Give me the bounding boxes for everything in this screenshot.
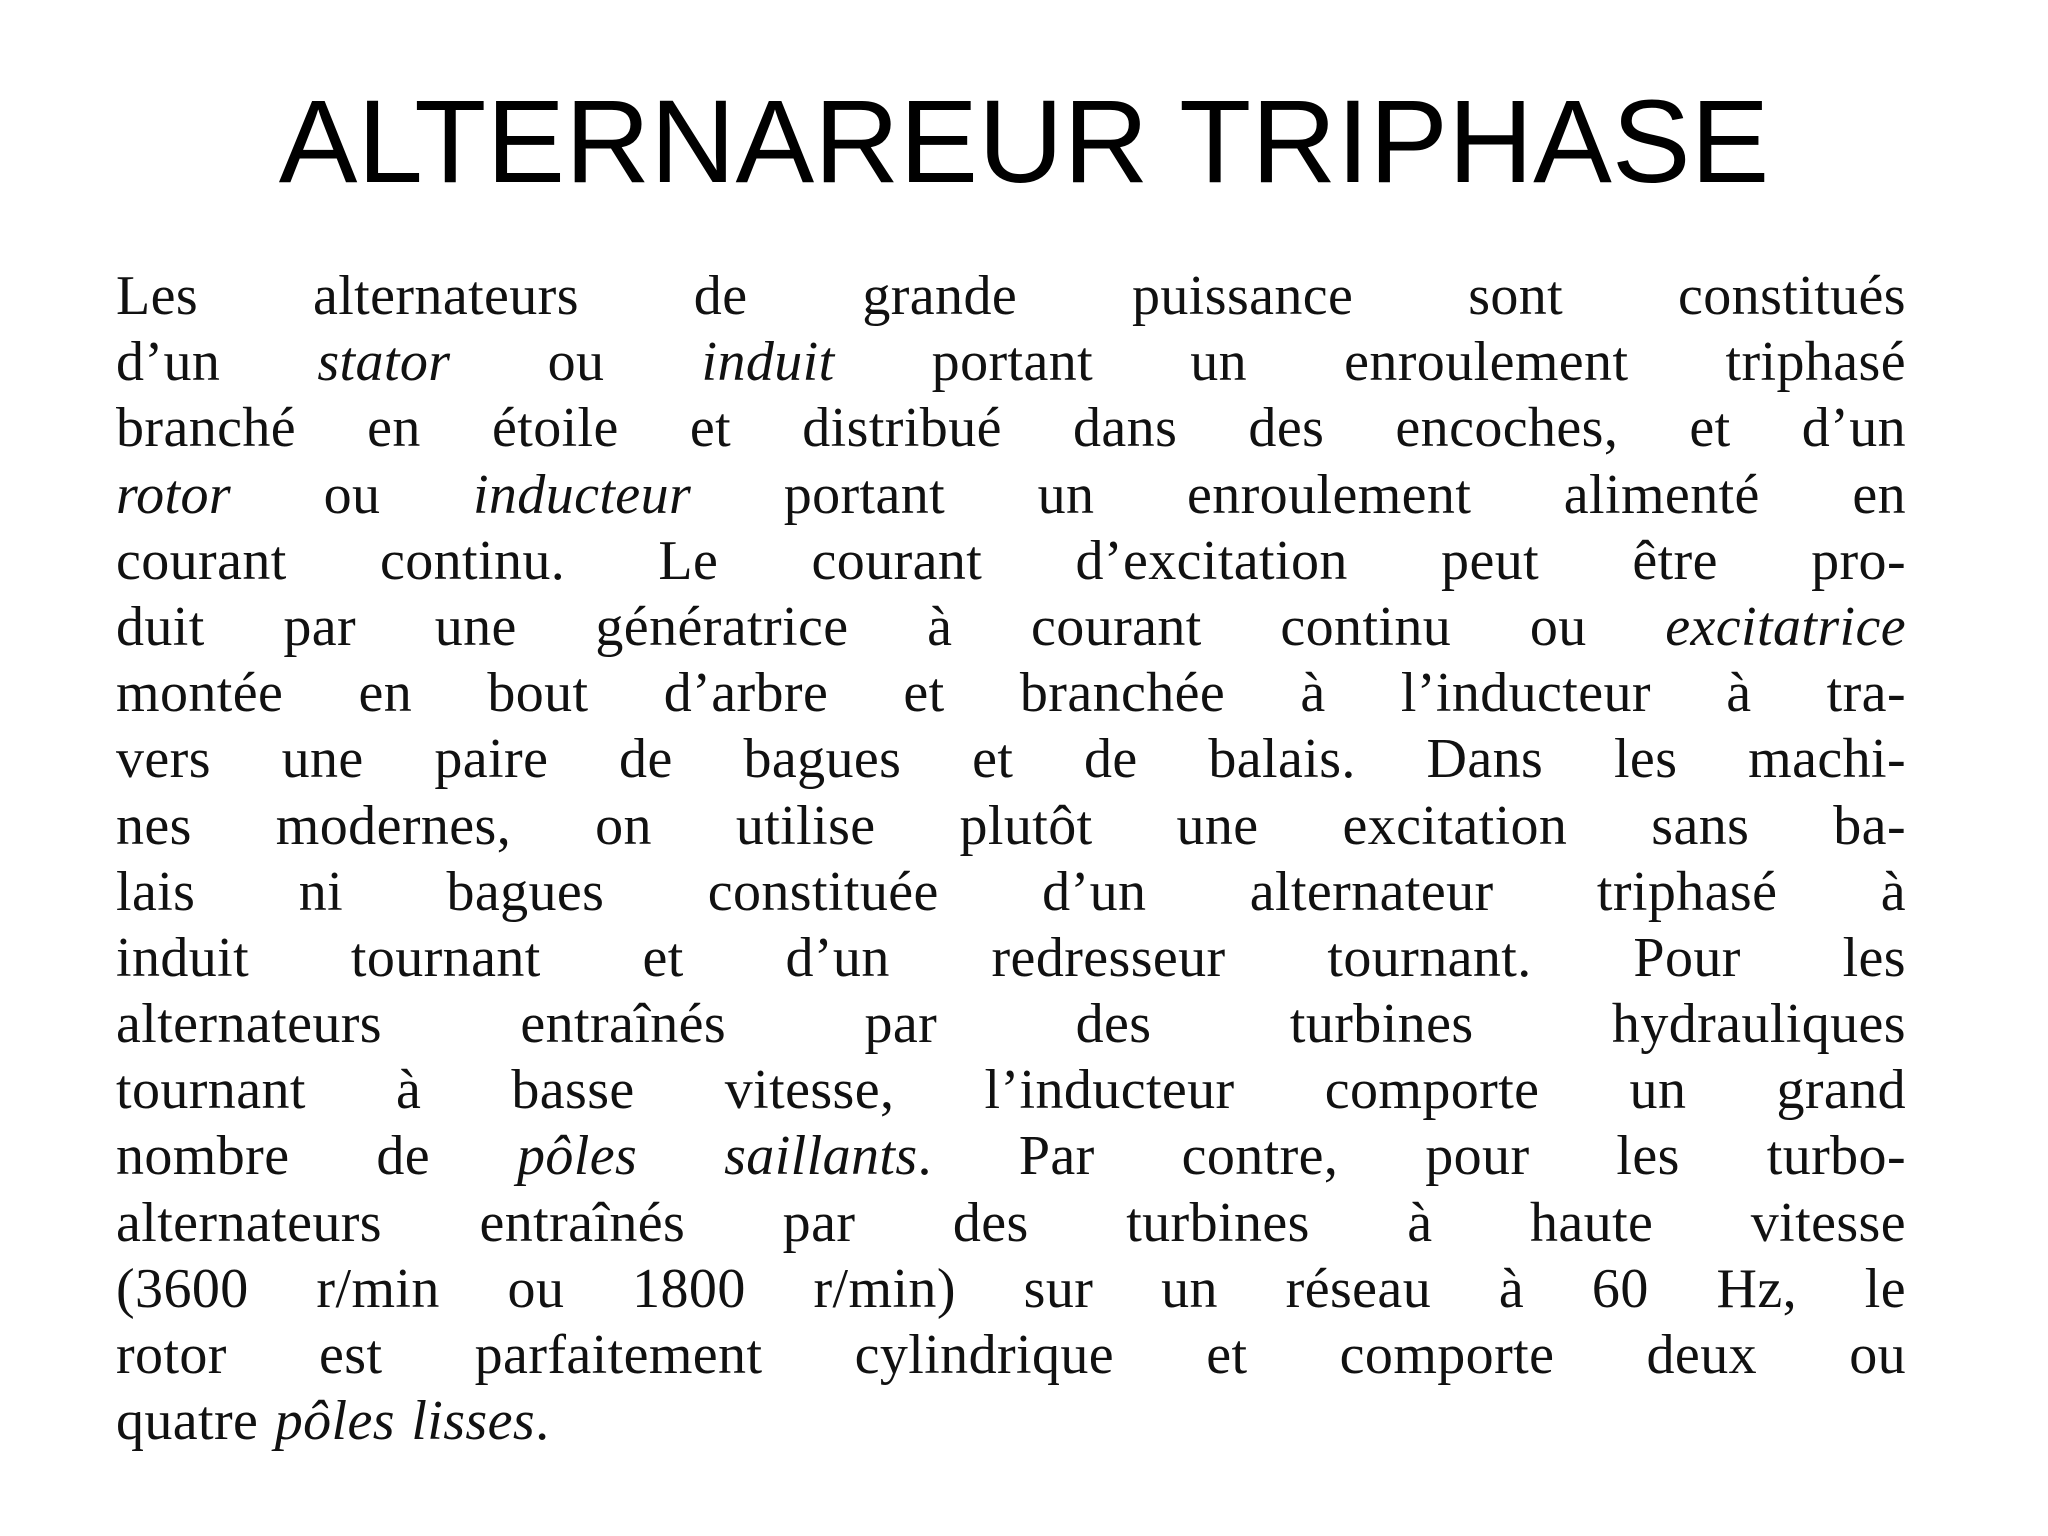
paragraph-line: tournant à basse vitesse, l’inducteur comporte un grand (116, 1059, 1906, 1122)
paragraph-line: duit par une génératrice à courant continu ou excitatrice (116, 595, 1906, 658)
paragraph-line: vers une paire de bagues et de balais. Dans les machi- (116, 728, 1906, 791)
italic-term: pôles lisses (274, 1390, 536, 1453)
paragraph-line: lais ni bagues constituée d’un alternateur triphasé à (116, 860, 1906, 923)
paragraph-line: branché en étoile et distribué dans des encoches, et d’un (116, 397, 1906, 460)
paragraph-line: nes modernes, on utilise plutôt une excitation sans ba- (116, 794, 1906, 857)
italic-term: rotor (116, 463, 232, 526)
italic-term: induit (701, 331, 835, 394)
paragraph-line: montée en bout d’arbre et branchée à l’inducteur à tra- (116, 662, 1906, 725)
slide-title: ALTERNAREUR TRIPHASE (278, 76, 1770, 208)
scanned-paragraph (116, 263, 1906, 1454)
paragraph-line: induit tournant et d’un redresseur tournant. Pour les (116, 926, 1906, 989)
paragraph-line: nombre de pôles saillants. Par contre, pour les turbo- (116, 1125, 1906, 1188)
paragraph-line: rotor ou inducteur portant un enroulement alimenté en (116, 463, 1906, 526)
paragraph-line: quatre pôles lisses. (116, 1390, 550, 1453)
paragraph-line: courant continu. Le courant d’excitation peut être pro- (116, 529, 1906, 592)
paragraph-line: alternateurs entraînés par des turbines à haute vitesse (116, 1191, 1906, 1254)
paragraph-line: rotor est parfaitement cylindrique et comporte deux ou (116, 1324, 1906, 1386)
paragraph-line: Les alternateurs de grande puissance sont constitués (116, 265, 1906, 327)
italic-term: excitatrice (1665, 595, 1906, 658)
italic-term: inducteur (472, 463, 692, 526)
paragraph-line: (3600 r/min ou 1800 r/min) sur un réseau à 60 Hz, le (116, 1257, 1906, 1320)
paragraph-line: alternateurs entraînés par des turbines hydrauliques (116, 993, 1906, 1056)
paragraph-line: d’un stator ou induit portant un enroulement triphasé (116, 331, 1906, 394)
italic-term: stator (317, 331, 451, 394)
italic-term: pôles saillants (516, 1125, 918, 1188)
